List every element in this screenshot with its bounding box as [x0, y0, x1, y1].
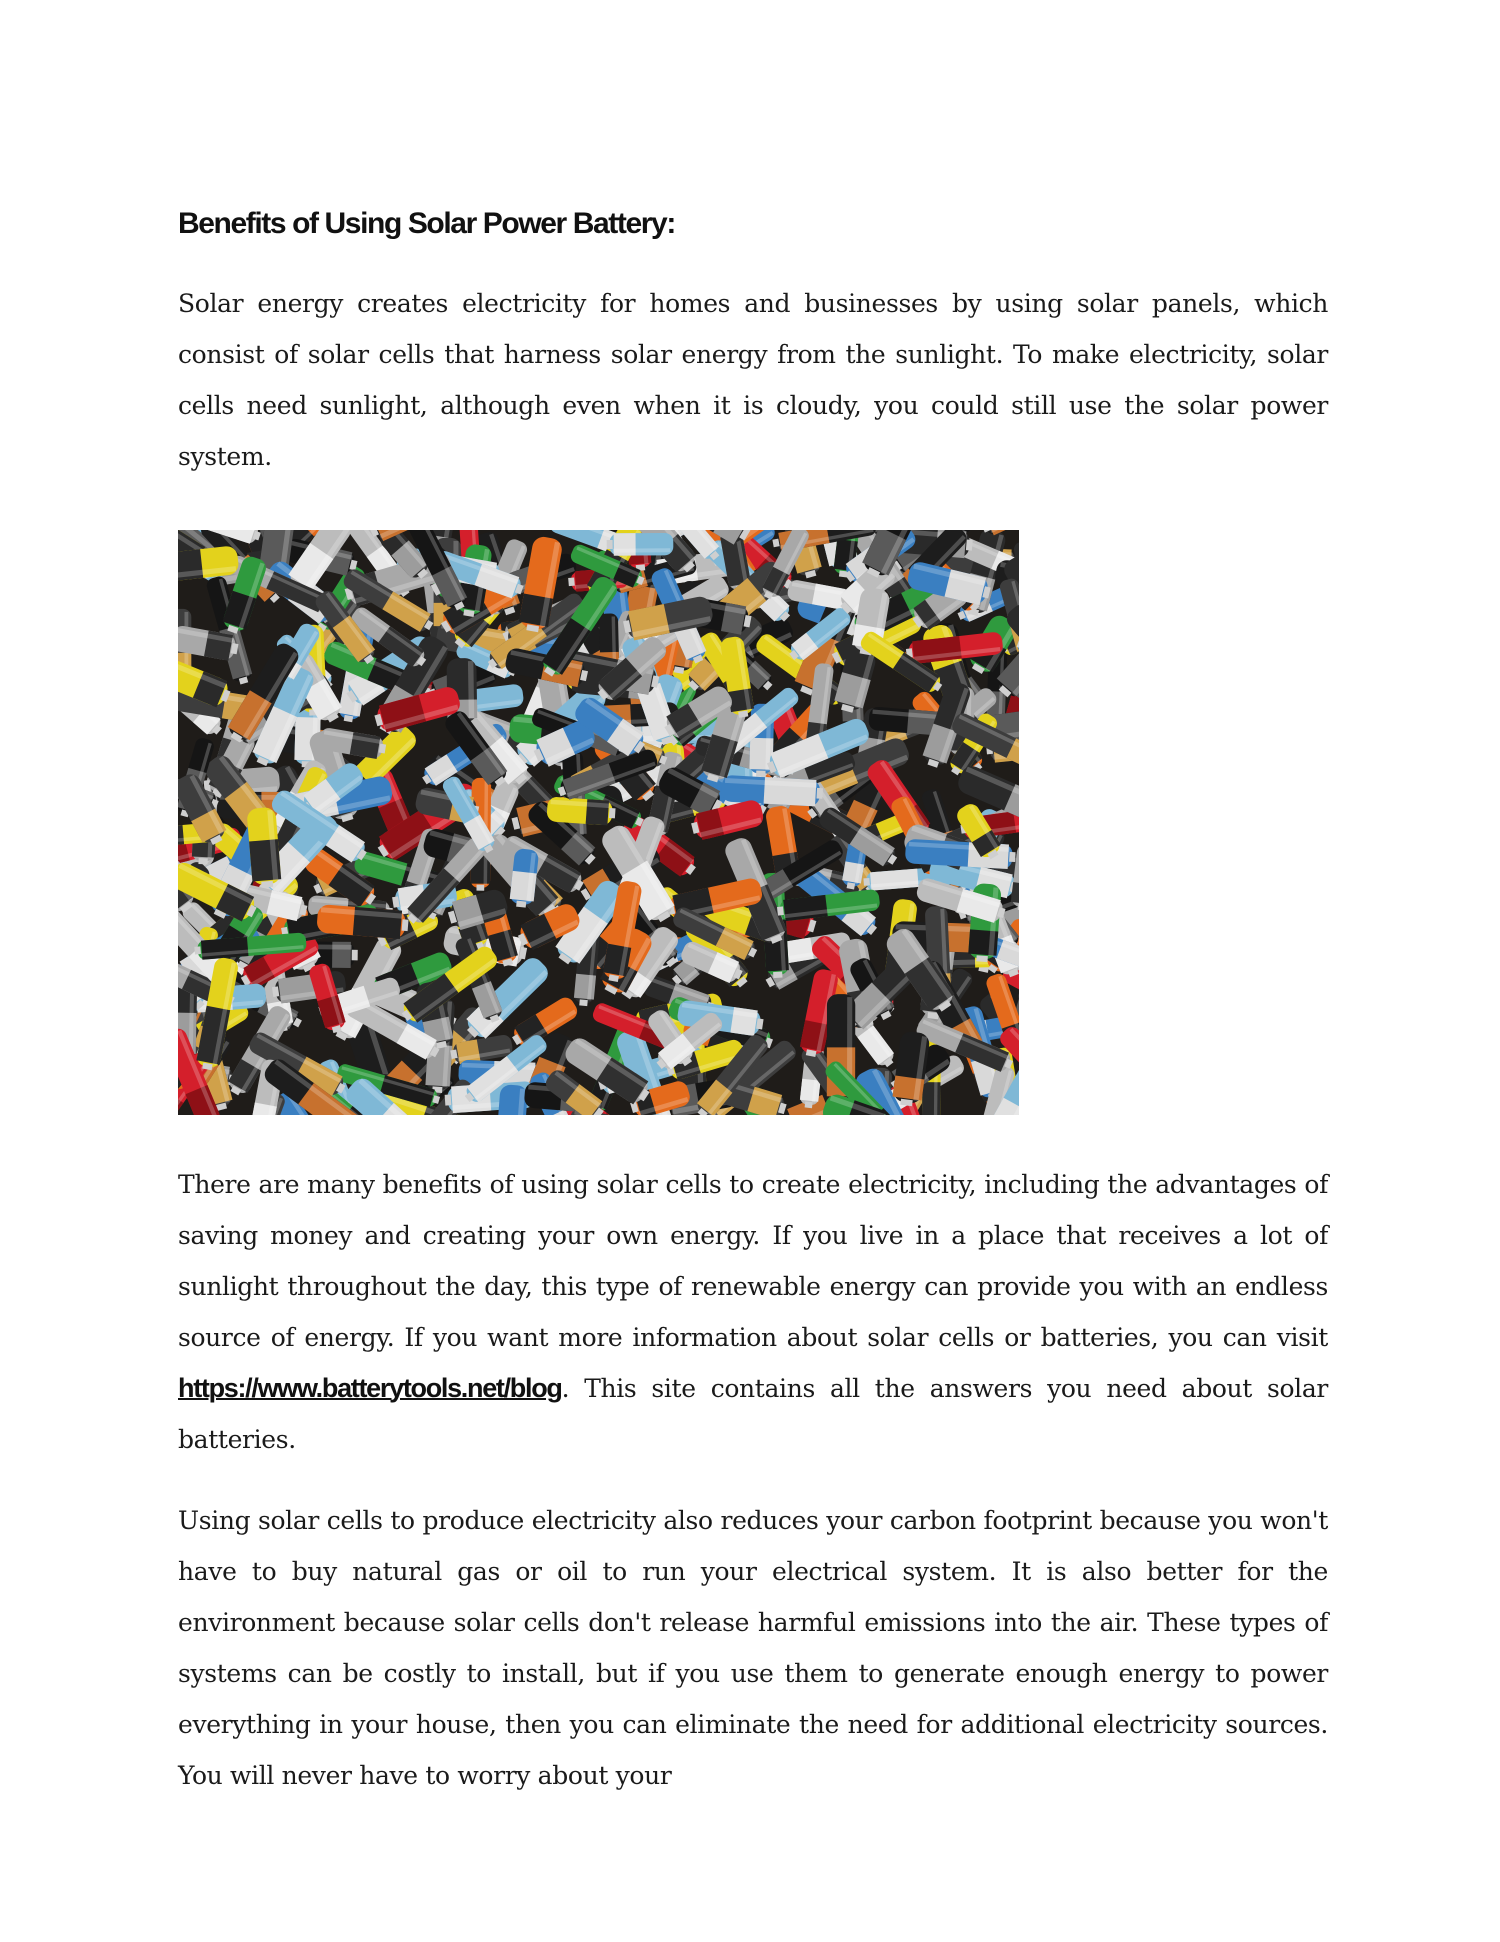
- battery-pile-photo: [178, 530, 1019, 1115]
- paragraph-environment: Using solar cells to produce electricity also reduces your carbon footprint because you won't have to buy natural gas or oil to run your electrical system. It is also better for the environment because solar cells don't release harmful emissions into the air. These types of systems can be costly to install, but if you use them to generate enough energy to power everything in your house, then you can eliminate the need for additional electricity sources. You will never have to worry about your: [178, 1506, 1328, 1790]
- paragraph-intro: Solar energy creates electricity for homes and businesses by using solar panels, which consist of solar cells that harness solar energy from the sunlight. To make electricity, solar cells need sunlight, although even when it is cloudy, you could still use the solar power system.: [178, 289, 1328, 471]
- paragraph-benefits-tail: . This site contains all the answers you need about solar batteries.: [178, 1374, 1328, 1454]
- battery-pile-icon: [178, 530, 1019, 1115]
- batterytools-blog-link[interactable]: https://www.batterytools.net/blog: [178, 1373, 562, 1403]
- article-body: [178, 200, 1328, 1801]
- battery-shape: [546, 796, 616, 825]
- paragraph-benefits-text: There are many benefits of using solar cells to create electricity, including the advantages of saving money and creating your own energy. If you live in a place that receives a lot of sunlight throughout the day, this type of renewable energy can provide you with an endless source of energy. If you want more information about solar cells or batteries, you can visit: [178, 1170, 1328, 1352]
- paragraph-benefits: [178, 1159, 1328, 1465]
- battery-shape: [607, 533, 674, 556]
- article-heading: Benefits of Using Solar Power Battery:: [178, 207, 675, 240]
- battery-shape: [721, 775, 823, 807]
